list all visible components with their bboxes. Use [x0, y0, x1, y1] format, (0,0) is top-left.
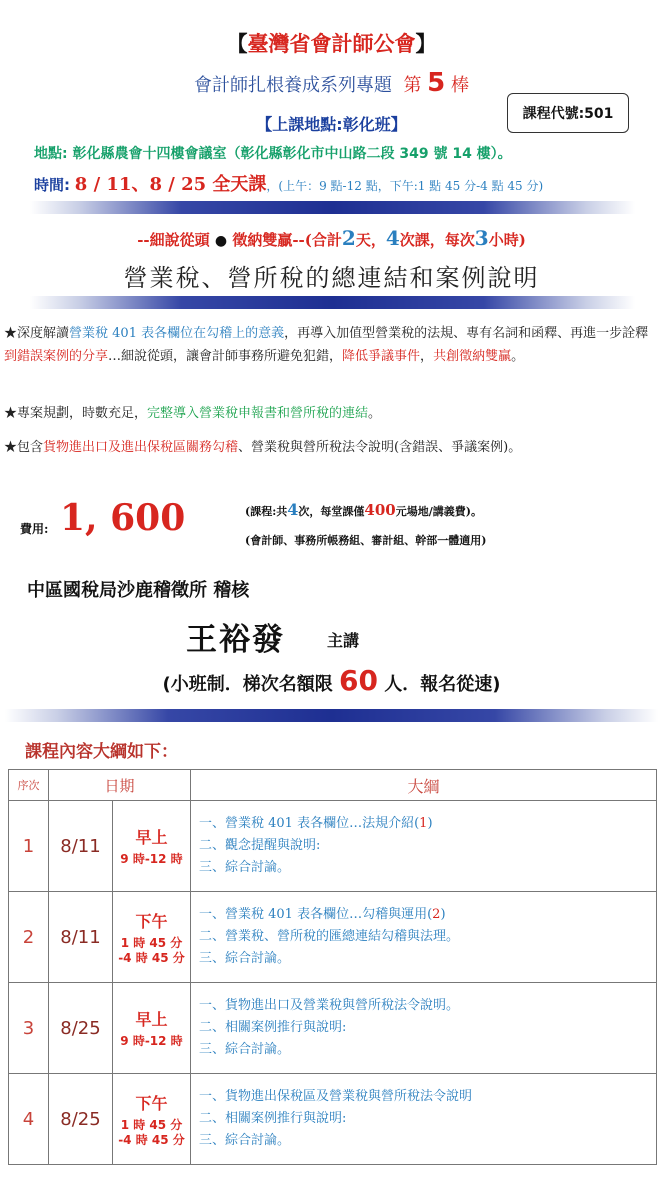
fee-note-1: [245, 500, 482, 519]
outline-heading: [25, 737, 178, 762]
outline-item-3: 三、綜合討論。: [199, 1042, 291, 1057]
fee-note-2-text: (會計師、事務所帳務組、審計組、幹部一體適用): [245, 534, 487, 547]
outline-heading-text: 課程內容大綱如下：: [25, 742, 178, 762]
row-date: 8/11: [49, 801, 113, 892]
class-size-note-a: (小班制．梯次名額限: [162, 674, 333, 695]
bullet-3-text-a: 包含: [17, 440, 44, 455]
class-location: [0, 112, 663, 135]
row-seq: 4: [9, 1074, 49, 1165]
fee-amount-text: 1, 600: [60, 497, 186, 539]
series-rank-suffix: 棒: [451, 75, 469, 96]
row-date: 8/25: [49, 983, 113, 1074]
speaker-role-text: 主講: [327, 631, 360, 650]
row-time: [113, 983, 191, 1074]
outline-table: [8, 769, 657, 1165]
series-rank: 5: [427, 68, 446, 98]
row-seq: 3: [9, 983, 49, 1074]
class-location-text: 【上課地點:彰化班】: [256, 115, 407, 134]
divider-bar-2: [30, 296, 635, 309]
bullet-2-text-c: 。: [368, 406, 382, 421]
bullet-1-text-e: …細說從頭，讓會計師事務所避免犯錯，: [108, 349, 343, 364]
row-time: [113, 892, 191, 983]
venue-label: 地點:: [34, 146, 68, 162]
subtitle-sessions: 4: [385, 226, 400, 250]
org-name: 臺灣省會計師公會: [247, 31, 416, 56]
class-size-number: 60: [339, 664, 378, 697]
row-outline: [191, 892, 657, 983]
main-title-text: 營業稅、營所稅的總連結和案例說明: [123, 264, 540, 292]
venue-line: [34, 143, 512, 163]
star-icon: ★: [4, 440, 18, 455]
col-seq: 序次: [9, 770, 49, 801]
outline-item-1-end: ): [427, 816, 433, 831]
subtitle-hours: 3: [474, 226, 489, 250]
row-period: 下午: [135, 911, 168, 931]
speaker-affiliation-text: 中區國稅局沙鹿稽徵所 稽核: [27, 580, 250, 601]
fee-note-1e: 元場地/講義費)。: [395, 505, 482, 518]
fee-note-sessions: 4: [287, 500, 299, 519]
bullet-3-text-c: 、營業稅與營所稅法令說明(含錯誤、爭議案例)。: [238, 440, 522, 455]
schedule-hours: ，(上午：9 點-12 點，下午:1 點 45 分-4 點 45 分): [266, 179, 544, 193]
outline-item-3: 三、綜合討論。: [199, 860, 291, 875]
course-code: 課程代號:501: [522, 106, 614, 122]
row-date: 8/11: [49, 892, 113, 983]
outline-item-1: [199, 813, 656, 835]
schedule-dates: 8 / 11、8 / 25 全天課: [74, 174, 267, 195]
row-time: [113, 1074, 191, 1165]
bullet-2-text-a: 專案規劃，時數充足，: [17, 406, 148, 421]
table-row: [9, 892, 657, 983]
row-time: [113, 801, 191, 892]
outline-item-2: 二、相關案例推行與說明:: [199, 1111, 347, 1126]
bullet-1-text-f: 降低爭議事件: [342, 349, 421, 364]
schedule-label: 時間:: [34, 176, 70, 194]
row-period: 早上: [135, 828, 168, 847]
outline-item-1-text: 一、營業稅 401 表各欄位…法規介紹(: [199, 816, 420, 831]
col-date: 日期: [49, 770, 191, 801]
fee-amount: [60, 497, 185, 539]
row-outline: [191, 801, 657, 892]
speaker-role: [327, 628, 359, 651]
class-size-note: [0, 664, 663, 697]
outline-item-1-part: 2: [432, 907, 441, 922]
bullet-1-text-g: ，: [420, 349, 434, 364]
speaker-affiliation: [27, 576, 249, 602]
outline-item-3: 三、綜合討論。: [199, 1133, 291, 1148]
bullet-1-text-a: 深度解讀: [17, 326, 70, 341]
row-time-range: 1 時 45 分: [120, 935, 183, 950]
series-rank-prefix: 第: [403, 75, 422, 96]
row-seq: 2: [9, 892, 49, 983]
class-size-note-b: 人．報名從速): [384, 674, 501, 695]
speaker-name: [186, 614, 285, 659]
outline-item-2: 二、觀念提醒與說明:: [199, 838, 321, 853]
row-date: 8/25: [49, 1074, 113, 1165]
subtitle-prefix: --細說從頭: [137, 231, 210, 249]
bullet-3-text-b: 貨物進出口及進出保稅區關務勾稽: [43, 440, 239, 455]
org-bracket-close: 】: [415, 31, 437, 56]
main-title: [0, 258, 663, 293]
outline-item-1: 一、貨物進出保稅區及營業稅與營所稅法令說明: [199, 1089, 473, 1104]
outline-item-1: [199, 904, 656, 926]
venue-text: 彰化縣農會十四樓會議室（彰化縣彰化市中山路二段 349 號 14 樓）。: [72, 146, 512, 162]
fee-label-text: 費用:: [20, 522, 49, 536]
star-icon: ★: [4, 406, 18, 421]
bullet-1-text-b: 營業稅 401 表各欄位在勾稽上的意義: [69, 326, 285, 341]
row-time-range-end: -4 時 45 分: [118, 950, 185, 965]
bullet-1-text-i: 。: [511, 349, 525, 364]
row-outline: [191, 1074, 657, 1165]
outline-header-row: [9, 770, 657, 801]
bullet-dot-icon: ●: [214, 233, 228, 249]
bullet-1-text-h: 共創徵納雙贏: [433, 349, 512, 364]
fee-note-1a: (課程:共: [245, 505, 288, 518]
row-seq: 1: [9, 801, 49, 892]
fee-note-2: [245, 532, 486, 548]
col-outline: 大綱: [191, 770, 657, 801]
outline-item-2: 二、營業稅、營所稅的匯總連結勾稽與法理。: [199, 929, 460, 944]
outline-item-1-end: ): [440, 907, 446, 922]
row-period: 下午: [135, 1093, 168, 1113]
bullet-item-1: [4, 322, 656, 368]
bullet-item-2: [4, 402, 656, 425]
row-time-range: 9 時-12 時: [120, 1034, 183, 1048]
outline-item-1: 一、貨物進出口及營業稅與營所稅法令說明。: [199, 998, 460, 1013]
bullet-item-3: [4, 436, 656, 459]
outline-item-1-part: 1: [419, 816, 428, 831]
fee-note-1c: 次，每堂課僅: [298, 505, 365, 518]
org-bracket-open: 【: [226, 31, 248, 56]
bullet-1-text-c: ，再導入加值型營業稅的法規、專有名詞和函釋、再進一步詮釋: [284, 326, 649, 341]
subtitle-sessions-unit: 次課，每次: [399, 231, 475, 249]
subtitle-hours-unit: 小時): [488, 231, 526, 249]
row-outline: [191, 983, 657, 1074]
divider-bar-3: [5, 709, 658, 722]
fee-note-price: 400: [364, 501, 396, 519]
row-time-range-end: -4 時 45 分: [118, 1132, 185, 1147]
outline-item-3: 三、綜合討論。: [199, 951, 291, 966]
row-period: 早上: [135, 1010, 168, 1029]
star-icon: ★: [4, 326, 18, 341]
bullet-2-text-b: 完整導入營業稅申報書和營所稅的連結: [147, 406, 369, 421]
subtitle-days: 2: [341, 226, 356, 250]
schedule-line: [34, 170, 543, 196]
table-row: [9, 801, 657, 892]
outline-item-2: 二、相關案例推行與說明:: [199, 1020, 347, 1035]
row-time-range: 1 時 45 分: [120, 1117, 183, 1132]
table-row: [9, 983, 657, 1074]
bullet-1-text-d: 到錯誤案例的分享: [4, 349, 109, 364]
series-text: 會計師扎根養成系列專題: [193, 75, 392, 96]
subtitle-days-unit: 天，: [355, 231, 386, 249]
table-row: [9, 1074, 657, 1165]
outline-item-1-text: 一、營業稅 401 表各欄位…勾稽與運用(: [199, 907, 433, 922]
divider-bar-1: [30, 201, 635, 214]
org-title: [0, 28, 663, 58]
row-time-range: 9 時-12 時: [120, 852, 183, 866]
speaker-name-text: 王裕發: [186, 622, 285, 658]
subtitle: [0, 226, 663, 250]
fee-label: [20, 520, 48, 537]
subtitle-middle: 徵納雙贏--(合計: [232, 231, 342, 249]
